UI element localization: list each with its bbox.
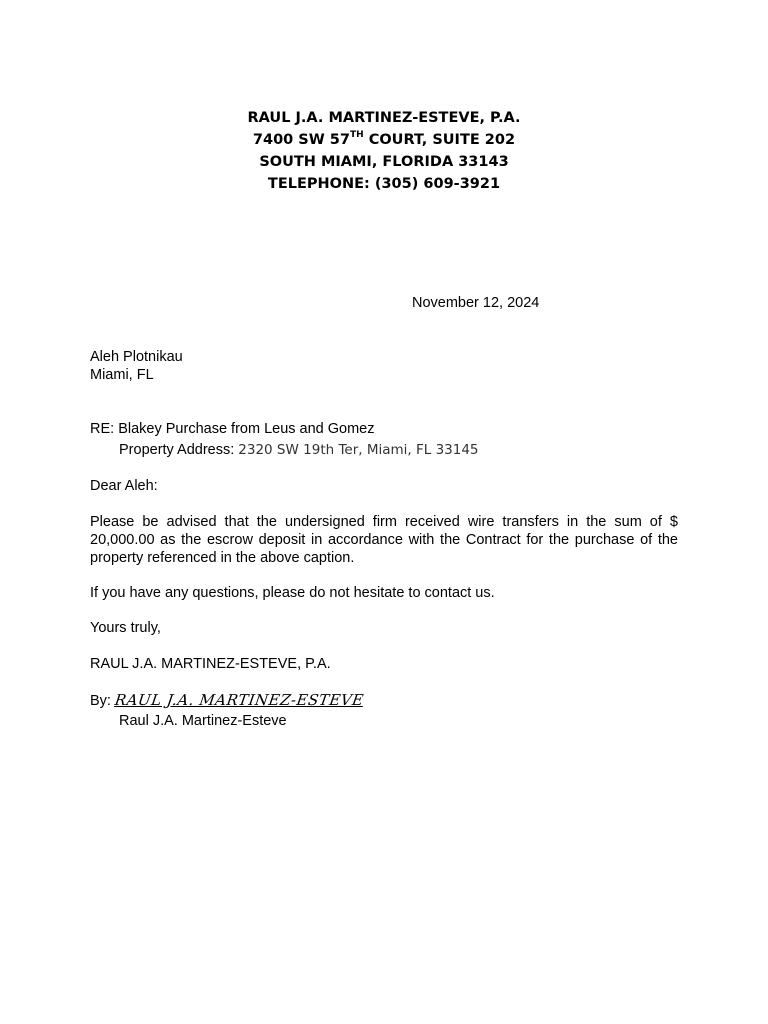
recipient-name: Aleh Plotnikau [90, 349, 183, 365]
signature-firm: RAUL J.A. MARTINEZ-ESTEVE, P.A. [90, 656, 331, 672]
re-subject: RE: Blakey Purchase from Leus and Gomez [90, 421, 375, 437]
body-paragraph: Please be advised that the undersigned firm received wire transfers in the sum of $ 20,000.00 as the escrow deposit in accordance with the Contract for the purchase of the property referenced in the above caption. [90, 514, 678, 566]
salutation: Dear Aleh: [90, 478, 158, 494]
handwritten-signature: RAUL J.A. MARTINEZ-ESTEVE [113, 691, 365, 709]
address-superscript: TH [349, 130, 364, 141]
address-suffix: COURT, SUITE 202 [363, 132, 516, 148]
property-address-value: 2320 SW 19th Ter, Miami, FL 33145 [238, 442, 479, 458]
questions-paragraph: If you have any questions, please do not hesitate to contact us. [90, 585, 495, 601]
property-address-label: Property Address: [119, 442, 239, 458]
property-address-line [119, 441, 479, 459]
letterhead [0, 107, 768, 195]
by-label: By: [90, 693, 111, 709]
recipient-location: Miami, FL [90, 367, 154, 383]
valediction: Yours truly, [90, 620, 161, 636]
by-line [90, 691, 364, 709]
firm-city: SOUTH MIAMI, FLORIDA 33143 [259, 154, 509, 170]
address-prefix: 7400 SW 57 [252, 132, 350, 148]
firm-telephone: TELEPHONE: (305) 609-3921 [267, 176, 501, 192]
firm-address [0, 129, 768, 151]
recipient-block [90, 348, 183, 384]
letter-date: November 12, 2024 [412, 295, 540, 311]
firm-name: RAUL J.A. MARTINEZ-ESTEVE, P.A. [247, 110, 521, 126]
signer-name: Raul J.A. Martinez-Esteve [119, 713, 287, 729]
